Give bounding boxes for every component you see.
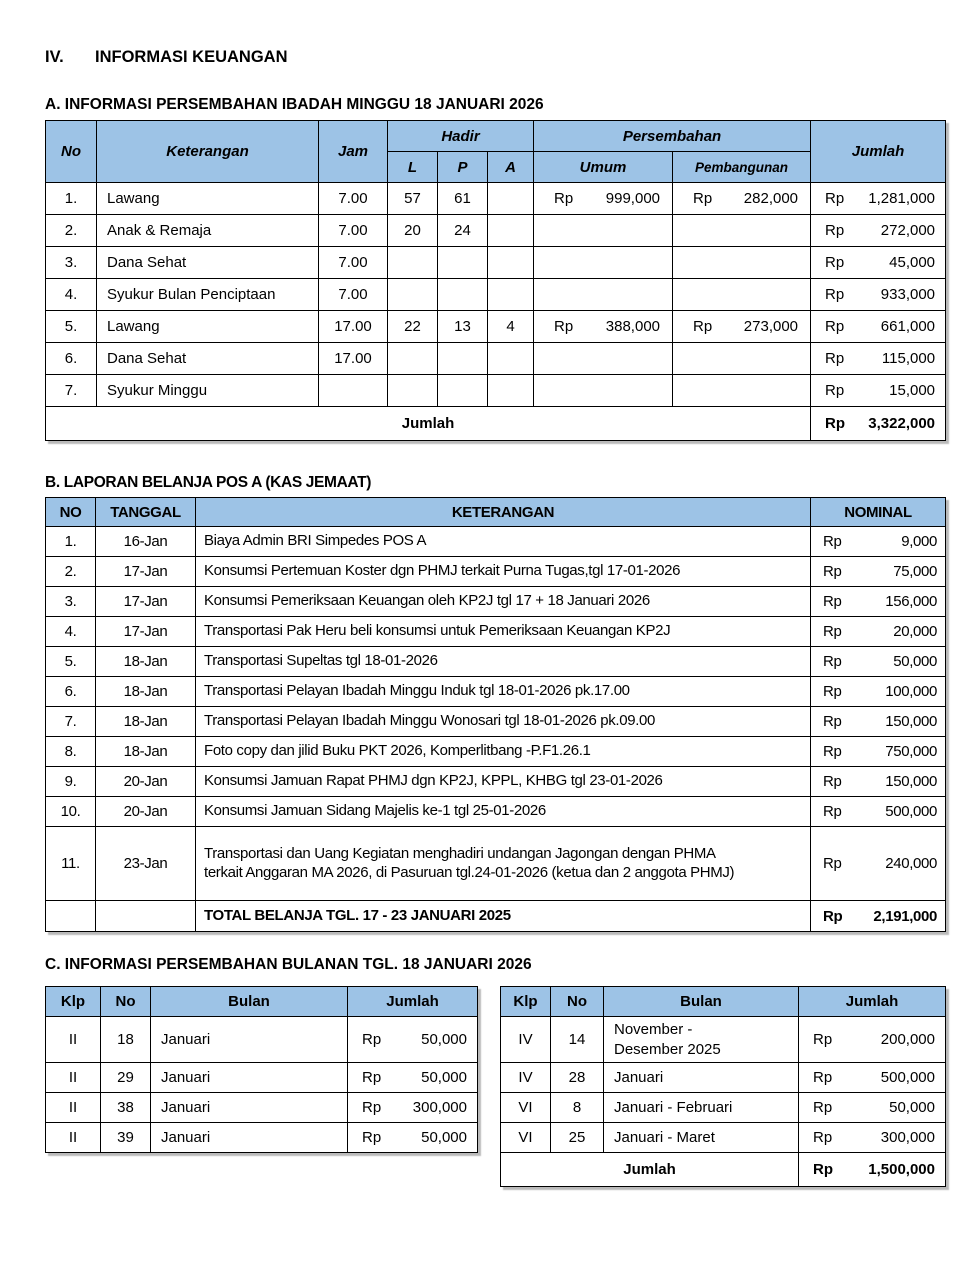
cell-no: 1. (46, 527, 96, 557)
cell-jumlah: Rp 45,000 (811, 247, 946, 279)
cell-hadir-a: 4 (488, 311, 534, 343)
col-header-jumlah: Jumlah (811, 121, 946, 183)
cell-no: 7. (46, 707, 96, 737)
cell-jam: 17.00 (319, 343, 388, 375)
total-label: TOTAL BELANJA TGL. 17 - 23 JANUARI 2025 (196, 901, 811, 932)
cell-nominal: Rp 156,000 (811, 587, 946, 617)
table-row (46, 737, 946, 767)
cell-umum (534, 375, 673, 407)
col-header-pembangunan: Pembangunan (673, 152, 811, 183)
table-row (46, 827, 946, 901)
col-header-bulan: Bulan (151, 987, 348, 1017)
cell-hadir-l (388, 375, 438, 407)
table-total-row (46, 901, 946, 932)
cell-tanggal: 18-Jan (96, 647, 196, 677)
table-header-row (46, 987, 478, 1017)
cell-klp: VI (501, 1093, 551, 1123)
cell-tanggal: 18-Jan (96, 707, 196, 737)
cell-umum (534, 279, 673, 311)
cell-hadir-a (488, 215, 534, 247)
cell-bulan: November - Desember 2025 (604, 1017, 799, 1063)
cell-keterangan: Biaya Admin BRI Simpedes POS A (196, 527, 811, 557)
cell-bulan: Januari - Maret (604, 1123, 799, 1153)
col-header-bulan: Bulan (604, 987, 799, 1017)
cell-nominal: Rp 500,000 (811, 797, 946, 827)
total-jumlah: Rp 3,322,000 (811, 407, 946, 441)
cell-jumlah: Rp 50,000 (799, 1093, 946, 1123)
cell-pembangunan (673, 375, 811, 407)
cell-pembangunan (673, 247, 811, 279)
col-header-keterangan: Keterangan (97, 121, 319, 183)
cell-tanggal: 20-Jan (96, 797, 196, 827)
cell-nominal: Rp 750,000 (811, 737, 946, 767)
total-label: Jumlah (46, 407, 811, 441)
table-header-row (46, 121, 946, 152)
cell-keterangan: Konsumsi Jamuan Sidang Majelis ke-1 tgl 25-01-2026 (196, 797, 811, 827)
cell-tanggal: 23-Jan (96, 827, 196, 901)
cell-hadir-a (488, 343, 534, 375)
col-header-no: No (101, 987, 151, 1017)
table-row (46, 1093, 478, 1123)
cell-no: 4. (46, 279, 97, 311)
cell-no: 4. (46, 617, 96, 647)
cell-no: 6. (46, 343, 97, 375)
cell-keterangan: Konsumsi Pemeriksaan Keuangan oleh KP2J tgl 17 + 18 Januari 2026 (196, 587, 811, 617)
cell-no: 18 (101, 1017, 151, 1063)
cell-no: 11. (46, 827, 96, 901)
col-header-a: A (488, 152, 534, 183)
cell-jumlah: Rp 933,000 (811, 279, 946, 311)
table-persembahan-ibadah (45, 120, 946, 441)
cell-klp: IV (501, 1017, 551, 1063)
table-row (46, 343, 946, 375)
page-title-text: INFORMASI KEUANGAN (95, 48, 288, 66)
cell-jumlah: Rp 300,000 (799, 1123, 946, 1153)
table-row (46, 527, 946, 557)
cell-jumlah: Rp 500,000 (799, 1063, 946, 1093)
cell-keterangan: Lawang (97, 183, 319, 215)
section-number: IV. (45, 48, 64, 66)
cell-pembangunan: Rp 282,000 (673, 183, 811, 215)
cell-no: 6. (46, 677, 96, 707)
table-row (46, 557, 946, 587)
cell-no: 7. (46, 375, 97, 407)
cell-keterangan: Transportasi Supeltas tgl 18-01-2026 (196, 647, 811, 677)
cell-tanggal: 17-Jan (96, 587, 196, 617)
page-title (45, 48, 288, 67)
cell-no: 3. (46, 247, 97, 279)
total-label: Jumlah (501, 1153, 799, 1187)
table-row (46, 797, 946, 827)
cell-jam (319, 375, 388, 407)
table-row (46, 1063, 478, 1093)
cell-empty (46, 901, 96, 932)
cell-hadir-a (488, 247, 534, 279)
cell-keterangan: Transportasi Pelayan Ibadah Minggu Induk tgl 18-01-2026 pk.17.00 (196, 677, 811, 707)
cell-jumlah: Rp 50,000 (348, 1017, 478, 1063)
cell-klp: IV (501, 1063, 551, 1093)
col-header-persembahan: Persembahan (534, 121, 811, 152)
cell-nominal: Rp 50,000 (811, 647, 946, 677)
cell-bulan: Januari (604, 1063, 799, 1093)
cell-jam: 7.00 (319, 215, 388, 247)
cell-jam: 7.00 (319, 183, 388, 215)
table-total-row (501, 1153, 946, 1187)
table-row (46, 215, 946, 247)
cell-keterangan: Transportasi Pelayan Ibadah Minggu Wonosari tgl 18-01-2026 pk.09.00 (196, 707, 811, 737)
cell-keterangan: Syukur Bulan Penciptaan (97, 279, 319, 311)
cell-hadir-l: 22 (388, 311, 438, 343)
cell-jumlah: Rp 15,000 (811, 375, 946, 407)
cell-klp: II (46, 1123, 101, 1153)
cell-no: 10. (46, 797, 96, 827)
table-laporan-belanja (45, 497, 946, 932)
cell-keterangan: Dana Sehat (97, 343, 319, 375)
cell-keterangan: Dana Sehat (97, 247, 319, 279)
table-row (501, 1063, 946, 1093)
cell-no: 25 (551, 1123, 604, 1153)
cell-tanggal: 18-Jan (96, 677, 196, 707)
col-header-klp: Klp (46, 987, 101, 1017)
table-row (46, 707, 946, 737)
cell-bulan: Januari (151, 1017, 348, 1063)
cell-hadir-p (438, 279, 488, 311)
cell-no: 8 (551, 1093, 604, 1123)
col-header-nominal: NOMINAL (811, 498, 946, 527)
cell-keterangan: Transportasi Pak Heru beli konsumsi untuk Pemeriksaan Keuangan KP2J (196, 617, 811, 647)
cell-jumlah: Rp 50,000 (348, 1063, 478, 1093)
cell-hadir-p: 13 (438, 311, 488, 343)
table-row (46, 647, 946, 677)
table-row (46, 587, 946, 617)
cell-hadir-a (488, 375, 534, 407)
cell-nominal: Rp 150,000 (811, 767, 946, 797)
col-header-hadir: Hadir (388, 121, 534, 152)
col-header-jam: Jam (319, 121, 388, 183)
cell-klp: II (46, 1063, 101, 1093)
cell-nominal: Rp 9,000 (811, 527, 946, 557)
cell-no: 5. (46, 647, 96, 677)
cell-jam: 7.00 (319, 247, 388, 279)
cell-umum (534, 247, 673, 279)
cell-tanggal: 17-Jan (96, 617, 196, 647)
table-row (501, 1017, 946, 1063)
cell-pembangunan (673, 279, 811, 311)
cell-bulan: Januari (151, 1093, 348, 1123)
cell-tanggal: 20-Jan (96, 767, 196, 797)
total-jumlah: Rp 1,500,000 (799, 1153, 946, 1187)
cell-klp: II (46, 1093, 101, 1123)
cell-nominal: Rp 20,000 (811, 617, 946, 647)
cell-no: 3. (46, 587, 96, 617)
cell-jam: 7.00 (319, 279, 388, 311)
cell-no: 2. (46, 215, 97, 247)
section-a-heading: A. INFORMASI PERSEMBAHAN IBADAH MINGGU 18 JANUARI 2026 (45, 96, 544, 113)
table-total-row (46, 407, 946, 441)
cell-jumlah: Rp 115,000 (811, 343, 946, 375)
cell-keterangan: Transportasi dan Uang Kegiatan menghadiri undangan Jagongan dengan PHMA terkait Anggaran MA 2026, di Pasuruan tgl.24-01-2026 (ketua dan 2 anggota PHMJ) (196, 827, 811, 901)
col-header-keterangan: KETERANGAN (196, 498, 811, 527)
table-row (46, 311, 946, 343)
cell-jumlah: Rp 1,281,000 (811, 183, 946, 215)
cell-nominal: Rp 100,000 (811, 677, 946, 707)
cell-hadir-p: 24 (438, 215, 488, 247)
cell-keterangan: Konsumsi Pertemuan Koster dgn PHMJ terkait Purna Tugas,tgl 17-01-2026 (196, 557, 811, 587)
cell-keterangan: Anak & Remaja (97, 215, 319, 247)
cell-hadir-a (488, 183, 534, 215)
table-row (501, 1093, 946, 1123)
cell-pembangunan (673, 343, 811, 375)
col-header-tanggal: TANGGAL (96, 498, 196, 527)
cell-jumlah: Rp 300,000 (348, 1093, 478, 1123)
cell-jumlah: Rp 50,000 (348, 1123, 478, 1153)
section-b-heading: B. LAPORAN BELANJA POS A (KAS JEMAAT) (45, 474, 372, 491)
cell-no: 14 (551, 1017, 604, 1063)
cell-jam: 17.00 (319, 311, 388, 343)
table-row (46, 617, 946, 647)
cell-bulan: Januari - Februari (604, 1093, 799, 1123)
cell-empty (96, 901, 196, 932)
col-header-no: No (46, 121, 97, 183)
cell-jumlah: Rp 661,000 (811, 311, 946, 343)
cell-no: 39 (101, 1123, 151, 1153)
col-header-no: No (551, 987, 604, 1017)
table-header-row (46, 498, 946, 527)
cell-keterangan: Lawang (97, 311, 319, 343)
cell-umum: Rp 388,000 (534, 311, 673, 343)
col-header-p: P (438, 152, 488, 183)
table-row (46, 767, 946, 797)
table-row (46, 677, 946, 707)
cell-hadir-a (488, 279, 534, 311)
col-header-jumlah: Jumlah (348, 987, 478, 1017)
col-header-umum: Umum (534, 152, 673, 183)
table-row (46, 375, 946, 407)
cell-jumlah: Rp 272,000 (811, 215, 946, 247)
cell-hadir-l: 20 (388, 215, 438, 247)
cell-no: 29 (101, 1063, 151, 1093)
cell-keterangan: Foto copy dan jilid Buku PKT 2026, Komperlitbang -P.F1.26.1 (196, 737, 811, 767)
cell-nominal: Rp 150,000 (811, 707, 946, 737)
cell-hadir-p (438, 375, 488, 407)
cell-hadir-p (438, 247, 488, 279)
table-bulanan-right (500, 986, 946, 1187)
cell-klp: II (46, 1017, 101, 1063)
cell-tanggal: 18-Jan (96, 737, 196, 767)
cell-keterangan: Konsumsi Jamuan Rapat PHMJ dgn KP2J, KPPL, KHBG tgl 23-01-2026 (196, 767, 811, 797)
cell-hadir-p (438, 343, 488, 375)
cell-no: 1. (46, 183, 97, 215)
col-header-no: NO (46, 498, 96, 527)
cell-tanggal: 17-Jan (96, 557, 196, 587)
total-nominal: Rp 2,191,000 (811, 901, 946, 932)
cell-pembangunan (673, 215, 811, 247)
cell-klp: VI (501, 1123, 551, 1153)
cell-nominal: Rp 240,000 (811, 827, 946, 901)
table-row (46, 1123, 478, 1153)
cell-keterangan: Syukur Minggu (97, 375, 319, 407)
cell-hadir-p: 61 (438, 183, 488, 215)
cell-no: 2. (46, 557, 96, 587)
cell-pembangunan: Rp 273,000 (673, 311, 811, 343)
section-c-heading: C. INFORMASI PERSEMBAHAN BULANAN TGL. 18 JANUARI 2026 (45, 956, 532, 973)
cell-hadir-l: 57 (388, 183, 438, 215)
cell-no: 8. (46, 737, 96, 767)
cell-jumlah: Rp 200,000 (799, 1017, 946, 1063)
col-header-l: L (388, 152, 438, 183)
cell-hadir-l (388, 247, 438, 279)
cell-no: 38 (101, 1093, 151, 1123)
table-row (46, 183, 946, 215)
col-header-jumlah: Jumlah (799, 987, 946, 1017)
table-row (501, 1123, 946, 1153)
table-bulanan-left (45, 986, 478, 1153)
cell-hadir-l (388, 279, 438, 311)
table-row (46, 279, 946, 311)
cell-no: 5. (46, 311, 97, 343)
cell-umum (534, 215, 673, 247)
cell-no: 28 (551, 1063, 604, 1093)
table-row (46, 247, 946, 279)
cell-umum: Rp 999,000 (534, 183, 673, 215)
table-header-row (501, 987, 946, 1017)
cell-no: 9. (46, 767, 96, 797)
col-header-klp: Klp (501, 987, 551, 1017)
cell-tanggal: 16-Jan (96, 527, 196, 557)
table-row (46, 1017, 478, 1063)
cell-bulan: Januari (151, 1063, 348, 1093)
cell-nominal: Rp 75,000 (811, 557, 946, 587)
cell-bulan: Januari (151, 1123, 348, 1153)
cell-umum (534, 343, 673, 375)
cell-hadir-l (388, 343, 438, 375)
